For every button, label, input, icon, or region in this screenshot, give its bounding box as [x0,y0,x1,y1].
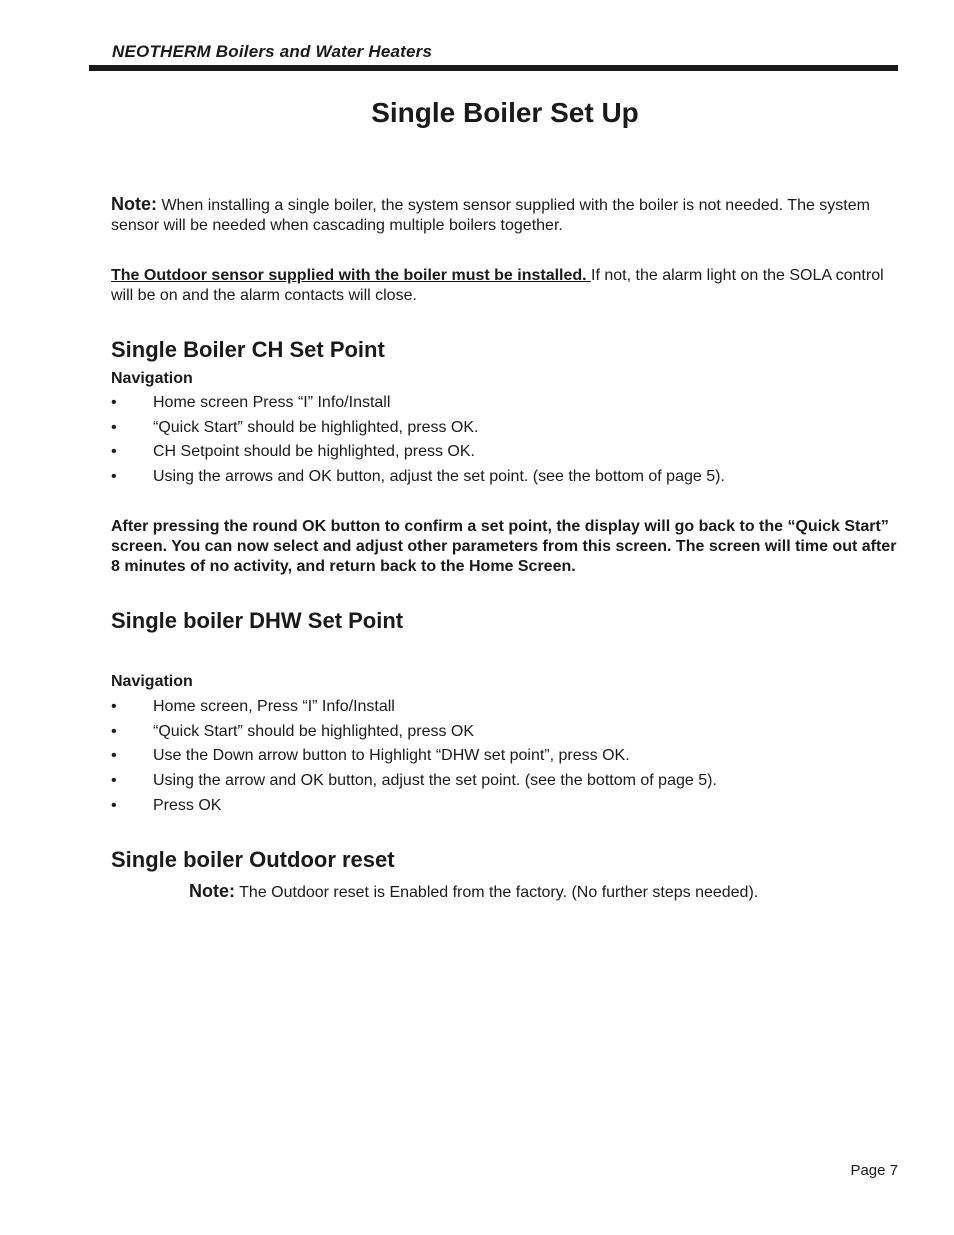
list-item [111,771,901,796]
list-item [111,796,901,821]
list-item [111,722,901,747]
ch-navigation-steps [111,393,901,492]
dhw-navigation-label: Navigation [111,673,193,690]
manual-header-title: NEOTHERM Boilers and Water Heaters [112,42,433,61]
bullet-icon: • [111,796,117,814]
outdoor-reset-note-text: The Outdoor reset is Enabled from the factory. (No further steps needed). [235,884,759,901]
single-boiler-note [111,194,901,236]
outdoor-reset-note-label: Note: [189,881,235,901]
page-number: Page 7 [850,1162,898,1179]
bullet-icon: • [111,443,117,461]
outdoor-sensor-warning [111,266,901,306]
bullet-icon: • [111,772,117,790]
bullet-icon: • [111,698,117,715]
list-item [111,467,901,492]
dhw-step-text: Using the arrow and OK button, adjust the set point. (see the bottom of page 5). [153,772,717,790]
dhw-step-text: Home screen, Press “I” Info/Install [153,698,395,715]
outdoor-reset-note [189,880,758,904]
dhw-step-text: Press OK [153,796,222,814]
ch-step-text: CH Setpoint should be highlighted, press OK. [153,443,475,461]
bullet-icon: • [111,722,117,740]
list-item [111,418,901,443]
outdoor-sensor-emphasis: The Outdoor sensor supplied with the boiler must be installed. [111,267,592,284]
header-divider [89,65,898,71]
bullet-icon: • [111,468,117,486]
bullet-icon: • [111,394,117,411]
list-item [111,442,901,467]
ch-step-text: Using the arrows and OK button, adjust the set point. (see the bottom of page 5). [153,468,725,486]
bullet-icon: • [111,418,117,436]
bullet-icon: • [111,747,117,765]
note-text: When installing a single boiler, the system sensor supplied with the boiler is not needed. The system sensor will be needed when cascading multiple boilers together. [111,197,870,234]
outdoor-sensor-text: If not, the alarm light on the SOLA control will be on and the alarm contacts will close. [111,267,884,304]
ok-button-instructions: After pressing the round OK button to confirm a set point, the display will go back to the “Quick Start” screen. You can now select and adjust other parameters from this screen. The screen will time out after 8 minutes of no activity, and return back to the Home Screen. [111,518,897,575]
outdoor-reset-heading: Single boiler Outdoor reset [111,847,395,872]
note-label: Note: [111,194,157,214]
list-item [111,697,901,722]
dhw-navigation-steps [111,697,901,820]
list-item [111,746,901,771]
ch-step-text: “Quick Start” should be highlighted, press OK. [153,418,479,436]
ch-navigation-label: Navigation [111,370,193,387]
dhw-step-text: Use the Down arrow button to Highlight “DHW set point”, press OK. [153,747,630,765]
dhw-set-point-heading: Single boiler DHW Set Point [111,608,404,633]
dhw-step-text: “Quick Start” should be highlighted, press OK [153,722,475,740]
list-item [111,393,901,418]
page-title: Single Boiler Set Up [371,97,639,128]
ch-step-text: Home screen Press “I” Info/Install [153,394,391,411]
ch-set-point-heading: Single Boiler CH Set Point [111,337,385,362]
